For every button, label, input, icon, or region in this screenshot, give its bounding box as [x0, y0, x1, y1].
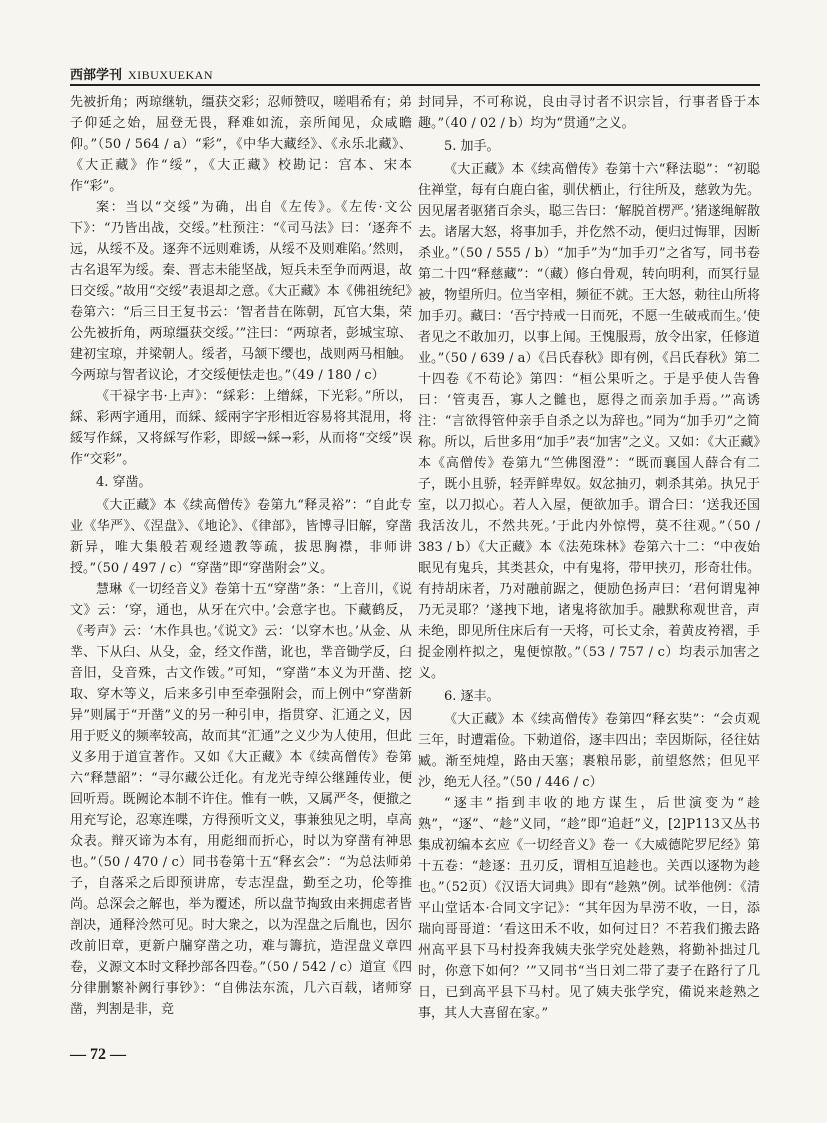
body-paragraph: 封同异，不可称说，良由寻讨者不识宗旨，行事者昏于本趣。”（40 / 02 / b）均为“贯通”之义。 [418, 95, 760, 131]
body-paragraph: “逐丰”指到丰收的地方谋生，后世演变为“趁熟”，“逐”、“趁”义同，“趁”即“追赶”义，[2]P113又丛书集成初编本玄应《一切经音义》卷一《大威德陀罗尼经》第十五卷：“趁逐：丑刃反，谓相互追趁也。关西以逐物为趁也。”（52页）《汉语大词典》即有“趁熟”例。试举他例：《清平山堂话本·合同文字记》：“其年因为旱涝不收，一日，添瑞向哥哥道：‘看这田禾不收，如何过日？不若我们搬去路州高平县下马村投奔我姨夫张学究处趁熟，将勤补拙过几时，你意下如何？’”又同书“当日刘二带了妻子在路行了几日，已到高平县下马村。见了姨夫张学究，備说来趁熟之事，其人大喜留在家。” [418, 796, 760, 1021]
body-paragraph: 《大正藏》本《续高僧传》卷第十六“释法聪”：“初聪住禅堂，每有白鹿白雀，驯伏栖止，行往所及，慈敦为先。因见屠者驱猪百余头，聪三告曰：‘解脱首楞严。’猪遂绳解散去。诸屠大怒，将事加手，并仡然不动，便归过悔罪，因断杀业。”（50 / 555 / b）“加手”为“加手刃”之省写，同书卷第二十四“释慈藏”：“（藏）修白骨观，转向明利，而冥行显被，物望所归。位当宰相，频征不就。王大怒，勅往山所将加手刃。藏曰：‘吾宁持戒一日而死，不愿一生破戒而生。’使者见之不敢加刃，以事上闻。王愧服焉，放令出家，任修道业。”（50 / 639 / a）《吕氏春秋》即有例，《吕氏春秋》第二十四卷《不苟论》第四：“桓公果听之。于是乎使人告鲁曰：‘管夷吾，寡人之雠也，愿得之而亲加手焉。’”高诱注：“言欲得管仲亲手自杀之以为辞也。”同为“加手刃”之简称。所以，后世多用“加手”表“加害”之义。又如：《大正藏》本《高僧传》卷第九“竺佛图澄”：“既而襄国人薛合有二子，既小且骄，轻弄鲜卑奴。奴忿抽刃，刺杀其弟。执兄于室，以刀拟心。若人入屋，便欲加手。谓合曰：‘送我还国我活汝儿，不然共死。’于此内外惊愕，莫不往观。”（50 / 383 / b）《大正藏》本《法苑珠林》卷第六十二：“中夜始眠见有鬼兵，其类甚众，中有鬼将，带甲挟刃，形奇壮伟。有持胡床者，乃对融前踞之，便励色扬声曰：‘君何谓鬼神乃无灵耶？’遂拽下地，诸鬼将欲加手。融默称观世音，声未绝，即见所住床后有一天将，可长丈余，着黄皮袴褶，手捉金刚杵拟之，鬼便惊散。”（53 / 757 / c）均表示加害之义。 [418, 162, 760, 681]
left-column [70, 92, 412, 1037]
section-heading: 4. 穿凿。 [96, 475, 152, 490]
body-paragraph: 案：当以“交绥”为确，出自《左传》。《左传·文公下》：“乃皆出战，交绥。”杜预注：“《司马法》曰：‘逐奔不远，从绥不及。逐奔不远则难诱，从绥不及则难陷。’然则，古名退军为绥。秦、晋志未能坚战，短兵未至争而两退，故曰交绥。”故用“交绥”表退却之意。《大正藏》本《佛祖统纪》卷第六：“后三日王复书云：‘智者昔在陈朝，瓦官大集，荣公先被折角，两琼缰获交绥。’”注曰：“两琼者，彭城宝琼、建初宝琼，并梁朝人。绥者，马颔下缨也，战则两马相触。今两琼与智者议论，才交绥便怯走也。”（49 / 180 / c） [70, 200, 412, 383]
journal-brand [70, 64, 213, 83]
journal-title: 西部学刊 [70, 68, 123, 83]
body-paragraph: 慧琳《一切经音义》卷第十五“穿凿”条：“上音川，《说文》云：‘穿，通也，从牙在穴中。’会意字也。下藏鹤反，《考声》云：‘木作具也。’《说文》云：‘以穿木也。’从金、从丵、下从臼、从殳，金，经文作凿，讹也，丵音锄学反，臼音旧，殳音殊，古文作䥽。”可知，“穿凿”本义为开凿、挖取、穿木等义，后来多引申至牵强附会，而上例中“穿凿新异”则属于“开凿”义的另一种引申，指贯穿、汇通之义，因用于贬义的频率较高，故而其“汇通”之义少为人使用，但此义多用于道宣著作。又如《大正藏》本《续高僧传》卷第六“释慧韶”：“寻尔藏公迁化。有龙光寺绰公继踵传业，便回听焉。既阙论本制不许住。惟有一帙，又属严冬，便撤之用充写论，忍寒连喋，方得预听文义，事兼独见之明，卓高众表。辩灭谛为本有，用彪细而折心，时以为穿凿有神思也。”（50 / 470 / c）同书卷第十五“释玄会”：“为总法师弟子，自落采之后即预讲席，专志涅盘，勤至之功，伦等推尚。总深会之解也，举为覆述，所以盘节掏致由来拥虑者皆剖决，通释泠然可见。时大衆之，以为涅盘之后胤也，因尔改前旧章，更新户牖穿凿之功，难与籌抗，造涅盘义章四卷，义源文本时文释抄部各四卷。”（50 / 542 / c）道宣《四分律删繁补阙行事钞》：“自佛法东流，几六百载，诸师穿凿，判割是非，竞 [70, 582, 412, 1017]
section-heading: 6. 逐丰。 [444, 689, 500, 704]
journal-title-en: XIBUXUEKAN [128, 68, 214, 82]
body-paragraph: 《干禄字书·上声》：“綵彩：上缯綵，下光彩。”所以，綵、彩两字通用，而綵、綏兩字字形相近容易将其混用，将綏写作綵，又将綵写作彩，即綏→綵→彩，从而将“交绥”误作“交彩”。 [70, 389, 412, 467]
body-paragraph: 《大正藏》本《续高僧传》卷第九“释灵裕”：“自此专业《华严》、《涅盘》、《地论》、《律部》，皆博寻旧解，穿凿新异，唯大集般若观经遗教等疏，拔思胸襟，非师讲授。”（50 / 497 / c）“穿凿”即“穿凿附会”义。 [70, 498, 412, 576]
right-column [418, 92, 760, 1037]
page-header [70, 64, 760, 92]
page-number: — 72 — [70, 1046, 126, 1063]
header-rule [70, 84, 760, 86]
section-heading: 5. 加手。 [444, 139, 500, 154]
body-paragraph: 《大正藏》本《续高僧传》卷第四“释玄奘”：“会贞观三年，时遭霜俭。下勅道俗，逐丰四出；幸因斯际，径往姑臧。渐至炖煌，路由天塞；裹粮吊影，前望悠然；但见平沙，绝无人径。”（50 / 446 / c） [418, 712, 760, 790]
body-paragraph: 先被折角；两琼继轨，缰获交彩；忍师赞叹，嗟唱希有；弟子仰延之始，屈登无畏，释难如流，亲所闻见，众咸瞻仰。”（50 / 564 / a）“彩”，《中华大藏经》、《永乐北藏》、《大正藏》作“绥”，《大正藏》校勘记：宫本、宋本作“彩”。 [70, 95, 412, 194]
